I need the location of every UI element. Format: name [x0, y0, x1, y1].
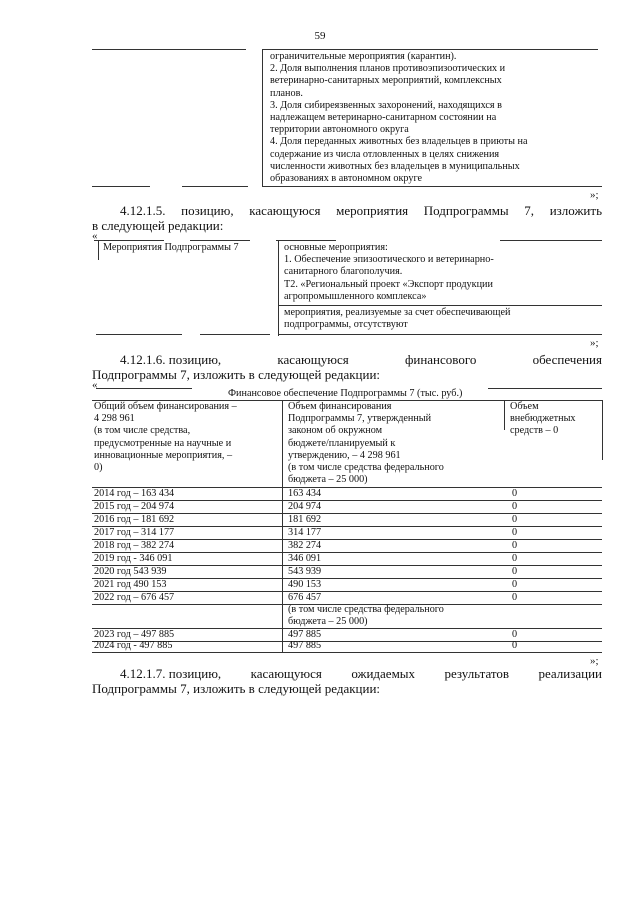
row-year-label: 2020 год 543 939 — [94, 566, 167, 577]
row-2022-note: (в том числе средства федерального бюджета – 25 000) — [288, 604, 444, 628]
row-amount: 497 885 — [288, 629, 322, 640]
open-quote-1: « — [92, 230, 98, 242]
events-right-secondary: мероприятия, реализуемые за счет обеспечивающей подпрограммы, отсутствуют — [284, 307, 511, 331]
row-year-label: 2017 год – 314 177 — [94, 527, 175, 538]
row-offbudget: 0 — [512, 527, 518, 538]
row-offbudget: 0 — [512, 501, 518, 512]
row-offbudget: 0 — [512, 566, 518, 577]
finance-end-mark: »; — [590, 655, 599, 667]
row-offbudget: 0 — [512, 488, 518, 499]
row-amount: 382 274 — [288, 540, 322, 551]
para-4-12-1-6-line1: 4.12.1.6. позицию, касающуюся финансового обеспечения — [120, 352, 602, 367]
para-4-12-1-5-line1: 4.12.1.5. позицию, касающуюся мероприятия Подпрограммы 7, изложить — [120, 203, 602, 218]
page-number: 59 — [314, 30, 326, 42]
row-offbudget: 0 — [512, 540, 518, 551]
para-4-12-1-5-line2: в следующей редакции: — [92, 218, 224, 233]
row-amount: 543 939 — [288, 566, 322, 577]
row-offbudget: 0 — [512, 629, 518, 640]
events-right-main: основные мероприятия: 1. Обеспечение эпизоотического и ветеринарно- санитарного благополучия. Т2. «Региональный проект «Экспорт продукции агропромышленного комплекса» — [284, 242, 494, 302]
row-amount: 497 885 — [288, 640, 322, 651]
row-divider — [92, 565, 602, 566]
top-block-text: ограничительные мероприятия (карантин). 2. Доля выполнения планов противоэпизоотических и ветеринарно-санитарных мероприятий, комплексных планов. 3. Доля сибиреязвенных захоронений, находящихся в надлежащем ветеринарно-санитарном состоянии на территории автономного округа 4. Доля переданных животных без владельцев в приюты на содержание из числа отловленных в целях снижения численности животных без владельцев в муниципальных образованиях в автономном округе — [270, 51, 528, 185]
row-year-label: 2023 год – 497 885 — [94, 629, 175, 640]
finance-col2-header: Объем финансирования Подпрограммы 7, утвержденный законом об окружном бюджете/планируемый к утверждению, – 4 298 961 (в том числе средства федерального бюджета – 25 000) — [288, 401, 444, 486]
row-amount: 204 974 — [288, 501, 322, 512]
row-year-label: 2016 год – 181 692 — [94, 514, 175, 525]
row-offbudget: 0 — [512, 640, 518, 651]
finance-table-title: Финансовое обеспечение Подпрограммы 7 (тыс. руб.) — [228, 388, 463, 399]
row-amount: 490 153 — [288, 579, 322, 590]
row-year-label: 2024 год - 497 885 — [94, 640, 173, 651]
row-year-label: 2015 год – 204 974 — [94, 501, 175, 512]
row-offbudget: 0 — [512, 579, 518, 590]
row-amount: 346 091 — [288, 553, 322, 564]
row-amount: 676 457 — [288, 592, 322, 603]
events-end-mark: »; — [590, 337, 599, 349]
top-block-end-mark: »; — [590, 189, 599, 201]
row-offbudget: 0 — [512, 592, 518, 603]
open-quote-2: « — [92, 379, 98, 391]
finance-col3-header: Объем внебюджетных средств – 0 — [510, 401, 576, 437]
row-divider — [92, 578, 602, 579]
row-year-label: 2019 год - 346 091 — [94, 553, 173, 564]
row-year-label: 2022 год – 676 457 — [94, 592, 175, 603]
row-amount: 314 177 — [288, 527, 322, 538]
para-4-12-1-6-line2: Подпрограммы 7, изложить в следующей редакции: — [92, 367, 381, 382]
row-year-label: 2014 год – 163 434 — [94, 488, 175, 499]
row-amount: 181 692 — [288, 514, 322, 525]
para-4-12-1-7-line1: 4.12.1.7. позицию, касающуюся ожидаемых результатов реализации — [120, 666, 602, 681]
row-year-label: 2018 год – 382 274 — [94, 540, 175, 551]
row-year-label: 2021 год 490 153 — [94, 579, 167, 590]
row-offbudget: 0 — [512, 514, 518, 525]
finance-col1-header: Общий объем финансирования – 4 298 961 (в том числе средства, предусмотренные на научные и инновационные мероприятия, – 0) — [94, 401, 237, 474]
events-left-label: Мероприятия Подпрограммы 7 — [103, 242, 239, 253]
row-amount: 163 434 — [288, 488, 322, 499]
row-offbudget: 0 — [512, 553, 518, 564]
para-4-12-1-7-line2: Подпрограммы 7, изложить в следующей редакции: — [92, 681, 381, 696]
